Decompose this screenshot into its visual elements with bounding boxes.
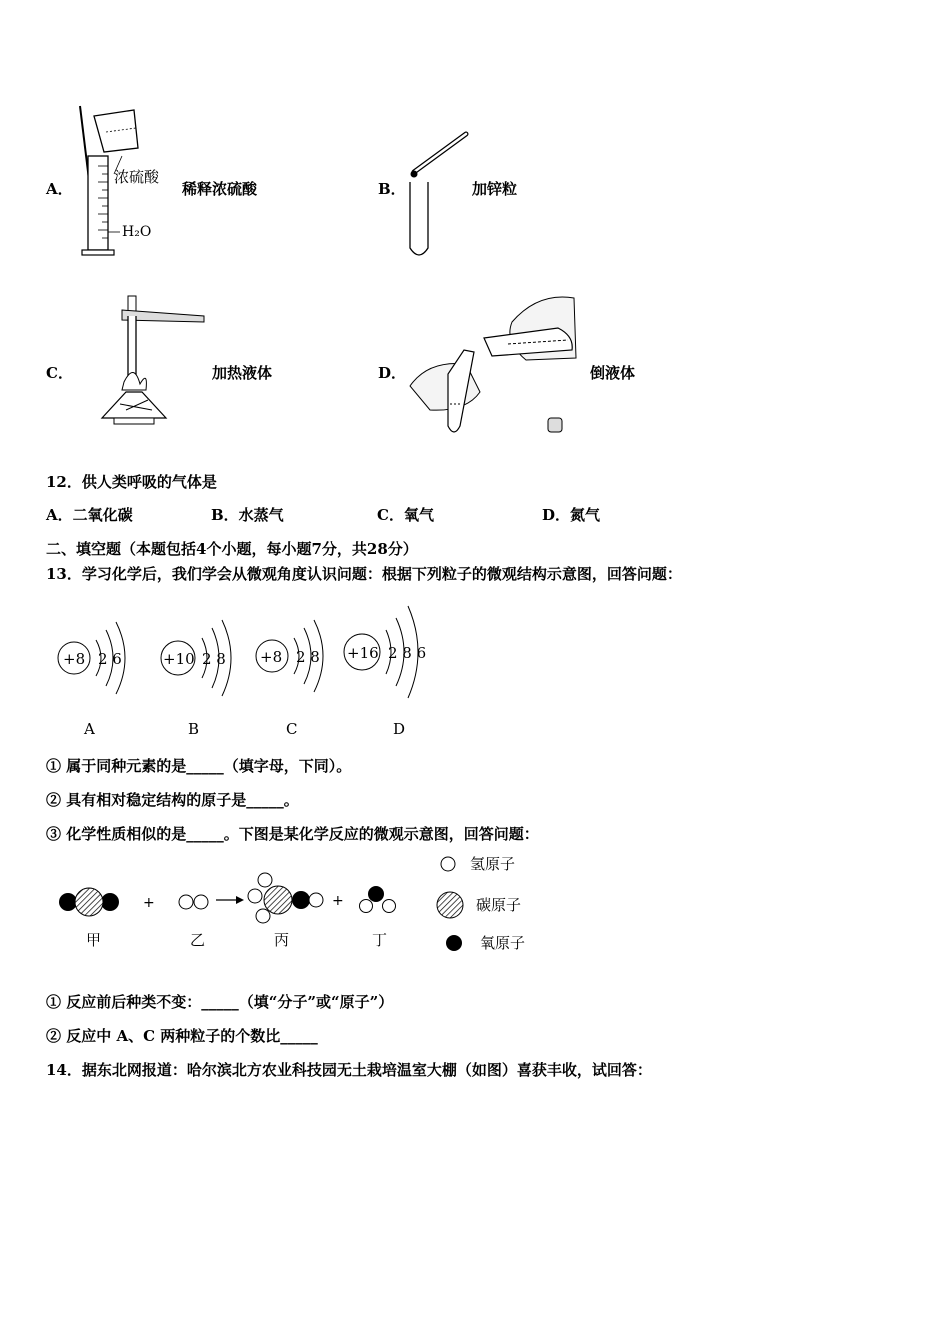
option-c-caption: 加热液体 bbox=[212, 364, 273, 382]
species-bing: 丙 bbox=[274, 931, 290, 949]
q13-stem: 13．学习化学后，我们学会从微观角度认识问题：根据下列粒子的微观结构示意图，回答问题： bbox=[46, 565, 682, 583]
particle-d-label: D bbox=[393, 720, 406, 738]
particle-c-label: C bbox=[286, 720, 298, 738]
particle-c-shells: 2 8 bbox=[296, 648, 320, 666]
legend-oxygen: 氧原子 bbox=[480, 934, 526, 952]
molecule-jia bbox=[59, 888, 119, 916]
section-2-heading: 二、填空题（本题包括4个小题，每小题7分，共28分） bbox=[46, 540, 418, 558]
species-yi: 乙 bbox=[190, 931, 206, 949]
particle-d-shells: 2 8 6 bbox=[388, 644, 427, 662]
legend-carbon: 碳原子 bbox=[476, 896, 522, 914]
q13-sub-2: ② 具有相对稳定结构的原子是_____。 bbox=[46, 791, 299, 809]
q12-option-d: D．氮气 bbox=[542, 506, 601, 524]
conc-acid-label: 浓硫酸 bbox=[114, 168, 160, 186]
species-ding: 丁 bbox=[372, 931, 388, 949]
reaction-diagram bbox=[50, 848, 550, 956]
legend-hydrogen: 氢原子 bbox=[470, 855, 516, 873]
option-a-letter: A． bbox=[46, 180, 73, 198]
q13-sub-1: ① 属于同种元素的是_____（填字母，下同）。 bbox=[46, 757, 352, 775]
q13-sub-4: ① 反应前后种类不变：_____（填“分子”或“原子”） bbox=[46, 993, 394, 1011]
add-zinc-figure bbox=[402, 128, 474, 262]
plus-1: + bbox=[143, 895, 155, 911]
heat-liquid-figure bbox=[100, 292, 210, 434]
particle-a-label: A bbox=[84, 720, 95, 738]
q14-stem: 14．据东北网报道：哈尔滨北方农业科技园无土栽培温室大棚（如图）喜获丰收，试回答： bbox=[46, 1061, 652, 1079]
option-b-letter: B． bbox=[378, 180, 406, 198]
reaction-legend bbox=[437, 857, 463, 951]
q13-sub-3: ③ 化学性质相似的是_____。下图是某化学反应的微观示意图，回答问题： bbox=[46, 825, 539, 843]
particle-b-label: B bbox=[188, 720, 200, 738]
q12-option-b: B．水蒸气 bbox=[211, 506, 284, 524]
particle-c-nucleus: +8 bbox=[260, 648, 283, 666]
option-d-letter: D． bbox=[378, 364, 407, 382]
molecule-ding bbox=[360, 886, 396, 913]
plus-2: + bbox=[332, 893, 344, 909]
particle-b-shells: 2 8 bbox=[202, 650, 226, 668]
particle-b-nucleus: +10 bbox=[163, 650, 195, 668]
option-d-caption: 倒液体 bbox=[590, 364, 636, 382]
q12-option-c: C．氧气 bbox=[377, 506, 434, 524]
option-c-letter: C． bbox=[46, 364, 73, 382]
q12-option-a: A．二氧化碳 bbox=[46, 506, 133, 524]
particle-d-nucleus: +16 bbox=[347, 644, 379, 662]
molecule-bing bbox=[248, 873, 323, 923]
particle-a-shells: 2 6 bbox=[98, 650, 122, 668]
atomic-structure-diagrams bbox=[50, 594, 450, 742]
water-label: H₂O bbox=[122, 224, 152, 240]
q12-stem: 12．供人类呼吸的气体是 bbox=[46, 473, 217, 491]
q13-sub-5: ② 反应中 A、C 两种粒子的个数比_____ bbox=[46, 1027, 318, 1045]
pour-liquid-figure bbox=[408, 288, 584, 440]
species-jia: 甲 bbox=[86, 931, 102, 949]
option-b-caption: 加锌粒 bbox=[472, 180, 518, 198]
option-a-caption: 稀释浓硫酸 bbox=[182, 180, 258, 198]
particle-a-nucleus: +8 bbox=[63, 650, 86, 668]
molecule-yi bbox=[179, 895, 208, 909]
